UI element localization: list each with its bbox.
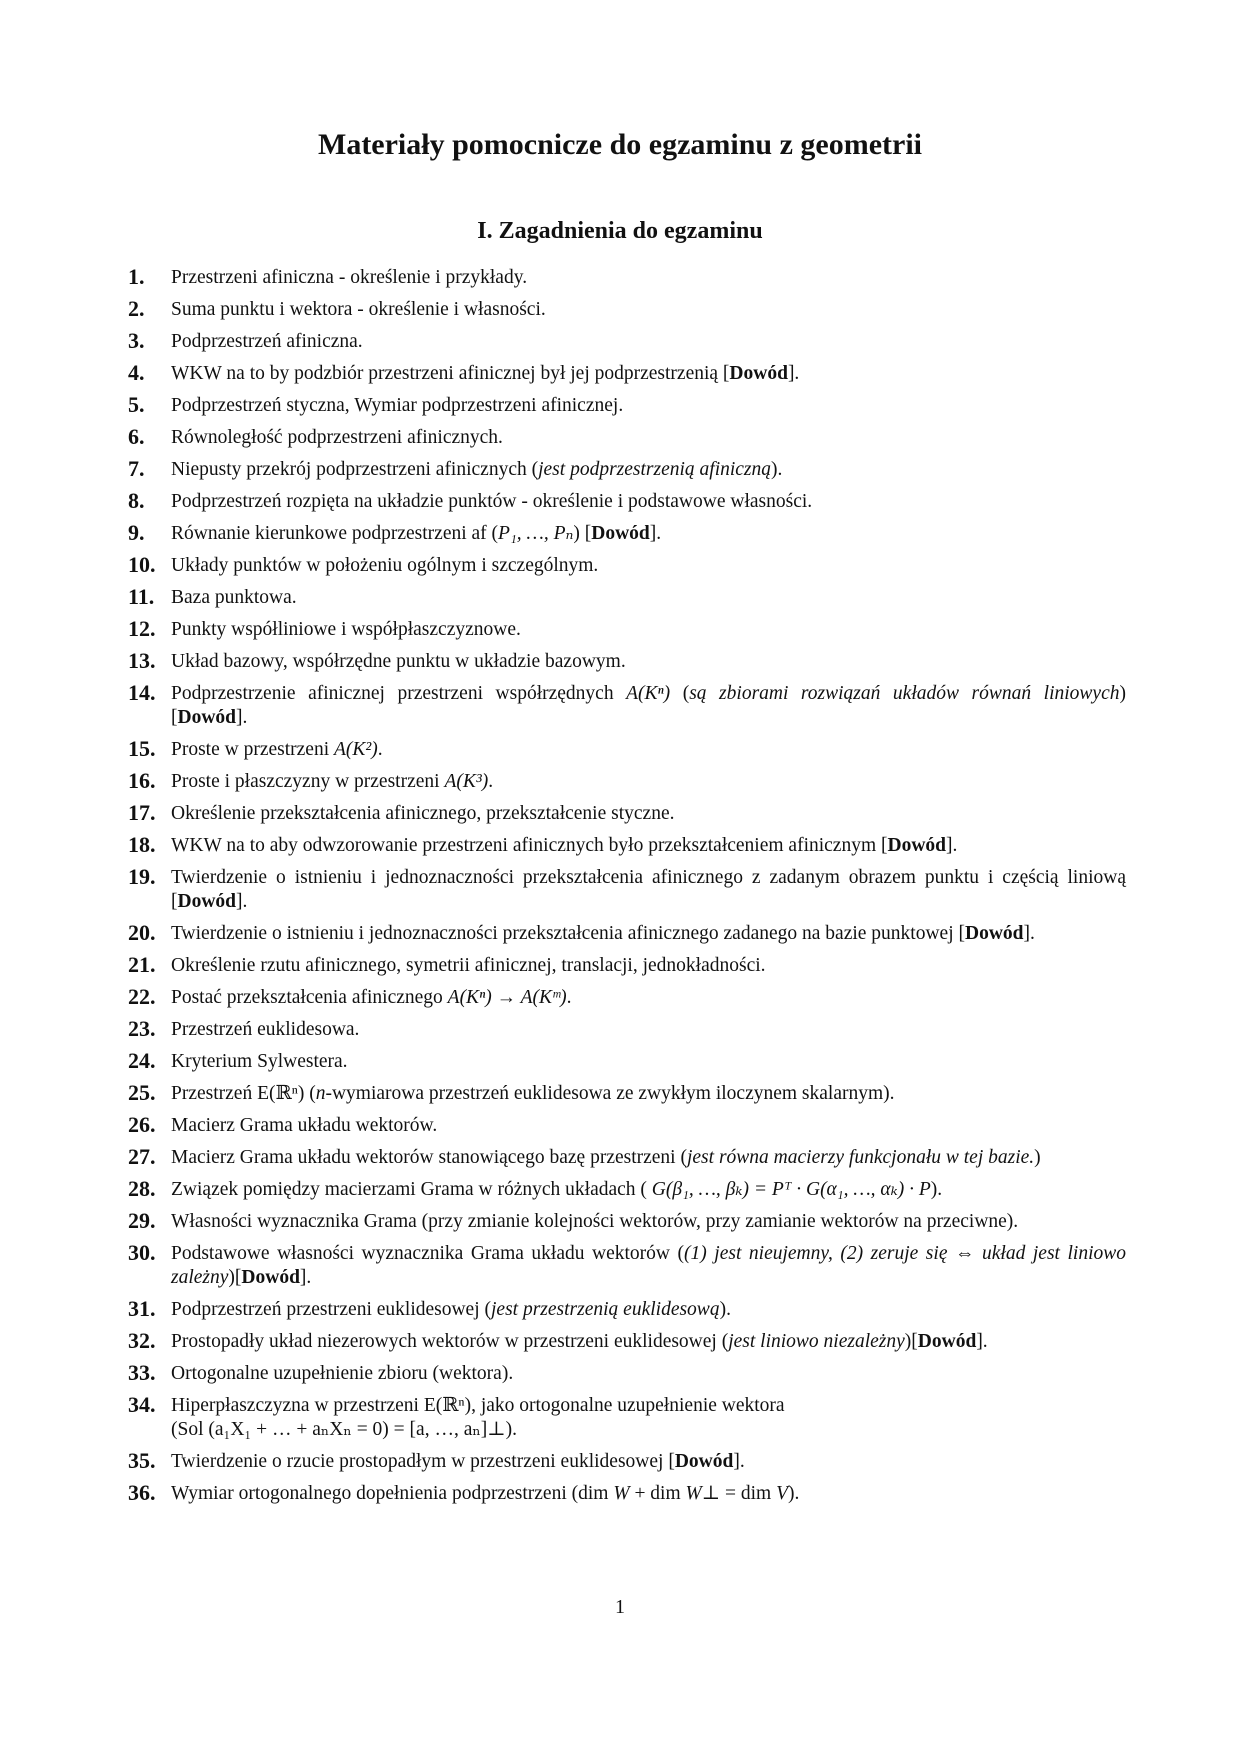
item-number: 10. (128, 552, 156, 577)
item-number: 11. (128, 584, 155, 609)
list-item (128, 922, 1126, 946)
item-number: 33. (128, 1360, 156, 1385)
item-text: Podprzestrzeń afiniczna. (171, 331, 363, 352)
item-text: Twierdzenie o rzucie prostopadłym w przestrzeni euklidesowej [ (171, 1451, 675, 1472)
item-number: 16. (128, 768, 156, 793)
item-text: ]. (236, 891, 248, 912)
list-item (128, 426, 1126, 450)
proof-marker: Dowód (965, 923, 1024, 944)
item-text: (Sol (a₁X₁ + … + aₙXₙ = 0) = [a, …, aₙ]⊥). (171, 1419, 517, 1440)
list-item (128, 1082, 1126, 1106)
document-title: Materiały pomocnicze do egzaminu z geometrii (318, 128, 922, 161)
list-item (128, 738, 1126, 762)
item-text: Macierz Grama układu wektorów. (171, 1115, 438, 1136)
item-text: ]. (1023, 923, 1035, 944)
list-item (128, 266, 1126, 290)
item-number: 34. (128, 1392, 156, 1417)
list-item (128, 802, 1126, 826)
list-item (128, 682, 1126, 730)
item-text: Określenie przekształcenia afinicznego, przekształcenie styczne. (171, 803, 675, 824)
item-text: ). (719, 1299, 731, 1320)
item-text: ). (771, 459, 783, 480)
item-text: Punkty współliniowe i współpłaszczyznowe. (171, 619, 521, 640)
math-expression: A(Kⁿ) (626, 683, 671, 704)
item-text: Baza punktowa. (171, 587, 297, 608)
item-number: 14. (128, 680, 156, 705)
list-item (128, 458, 1126, 482)
item-number: 27. (128, 1144, 156, 1169)
list-item (128, 394, 1126, 418)
item-number: 4. (128, 360, 145, 385)
item-text: )[ (228, 1267, 242, 1288)
list-item (128, 954, 1126, 978)
math-expression: A(Kⁿ) → A(Kᵐ) (447, 987, 567, 1008)
list-item (128, 1394, 1126, 1442)
math-expression: W⊥ (685, 1483, 721, 1504)
item-number: 31. (128, 1296, 156, 1321)
item-number: 5. (128, 392, 145, 417)
item-number: 17. (128, 800, 156, 825)
list-item (128, 1210, 1126, 1234)
item-number: 23. (128, 1016, 156, 1041)
item-number: 32. (128, 1328, 156, 1353)
proof-marker: Dowód (729, 363, 788, 384)
item-text: Wymiar ortogonalnego dopełnienia podprzestrzeni (dim (171, 1483, 614, 1504)
item-number: 26. (128, 1112, 156, 1137)
item-text: Niepusty przekrój podprzestrzeni afinicznych ( (171, 459, 539, 480)
item-text: Podstawowe własności wyznacznika Grama układu wektorów ( (171, 1243, 685, 1264)
section-heading: I. Zagadnienia do egzaminu (477, 218, 763, 244)
item-text: Prostopadły układ niezerowych wektorów w przestrzeni euklidesowej ( (171, 1331, 729, 1352)
item-number: 15. (128, 736, 156, 761)
item-number: 28. (128, 1176, 156, 1201)
proof-marker: Dowód (917, 1331, 977, 1352)
item-text: Układ bazowy, współrzędne punktu w układzie bazowym. (171, 651, 626, 672)
list-item (128, 1330, 1126, 1354)
list-item (128, 986, 1126, 1010)
list-item (128, 298, 1126, 322)
item-text: jest przestrzenią euklidesową (491, 1299, 720, 1320)
item-text: ]. (946, 835, 958, 856)
item-text: Podprzestrzeń przestrzeni euklidesowej ( (171, 1299, 491, 1320)
list-item (128, 1146, 1126, 1170)
list-item (128, 330, 1126, 354)
item-number: 24. (128, 1048, 156, 1073)
item-number: 29. (128, 1208, 156, 1233)
math-expression: G(β₁, …, βₖ) = Pᵀ · G(α₁, …, αₖ) · P (651, 1179, 931, 1200)
item-text: -wymiarowa przestrzeń euklidesowa ze zwykłym iloczynem skalarnym). (325, 1083, 895, 1104)
item-number: 20. (128, 920, 156, 945)
math-expression: W (613, 1483, 630, 1504)
list-item (128, 770, 1126, 794)
proof-marker: Dowód (591, 523, 650, 544)
list-item (128, 522, 1126, 546)
list-item (128, 650, 1126, 674)
item-number: 21. (128, 952, 156, 977)
item-text: ) [ (573, 523, 592, 544)
math-expression: V (776, 1483, 789, 1504)
item-text: WKW na to aby odwzorowanie przestrzeni afinicznych było przekształceniem afinicznym [ (171, 835, 888, 856)
item-text: Określenie rzutu afinicznego, symetrii afinicznej, translacji, jednokładności. (171, 955, 766, 976)
list-item (128, 554, 1126, 578)
item-text: (1) jest nieujemny, (2) zeruje się ⇔ układ jest liniowo zależny (171, 1243, 1126, 1288)
item-text: Proste w przestrzeni (171, 739, 334, 760)
item-text: ]. (787, 363, 800, 384)
list-item (128, 1450, 1126, 1474)
math-expression: n (315, 1083, 326, 1104)
item-text: ) [ (171, 683, 1126, 728)
item-text: Twierdzenie o istnieniu i jednoznaczności przekształcenia afinicznego z zadanym obrazem punktu i częścią liniową [ (171, 867, 1126, 912)
item-text: Podprzestrzeń styczna, Wymiar podprzestrzeni afinicznej. (171, 395, 624, 416)
item-text: Twierdzenie o istnieniu i jednoznaczności przekształcenia afinicznego zadanego na bazie punktowej [ (171, 923, 965, 944)
item-number: 6. (128, 424, 145, 449)
exam-topics-list (128, 266, 1126, 1514)
item-number: 12. (128, 616, 156, 641)
item-text: Suma punktu i wektora - określenie i własności. (171, 299, 546, 320)
item-text: . (488, 771, 494, 792)
list-item (128, 1178, 1126, 1202)
item-text: ). (930, 1179, 943, 1200)
item-text: Proste i płaszczyzny w przestrzeni (171, 771, 445, 792)
item-text: jest liniowo niezależny (728, 1331, 905, 1352)
item-text: = dim (720, 1483, 777, 1504)
item-text: ( (670, 683, 690, 704)
item-number: 35. (128, 1448, 156, 1473)
item-text: Kryterium Sylwestera. (171, 1051, 348, 1072)
item-number: 3. (128, 328, 145, 353)
item-number: 1. (128, 264, 145, 289)
list-item (128, 618, 1126, 642)
item-text: WKW na to by podzbiór przestrzeni afinicznej był jej podprzestrzenią [ (171, 363, 730, 384)
item-text: Ortogonalne uzupełnienie zbioru (wektora). (171, 1363, 514, 1384)
item-number: 19. (128, 864, 156, 889)
proof-marker: Dowód (887, 835, 947, 856)
item-text: Przestrzeń euklidesowa. (171, 1019, 360, 1040)
item-text: + dim (629, 1483, 686, 1504)
item-text: ). (788, 1483, 800, 1504)
item-text: Postać przekształcenia afinicznego (171, 987, 448, 1008)
proof-marker: Dowód (177, 891, 237, 912)
item-number: 9. (128, 520, 145, 545)
item-text: Związek pomiędzy macierzami Grama w różnych układach ( (171, 1179, 652, 1200)
item-text: ]. (299, 1267, 312, 1288)
item-text: . (377, 739, 383, 760)
item-text: jest podprzestrzenią afiniczną (538, 459, 772, 480)
item-number: 13. (128, 648, 156, 673)
item-text: Podprzestrzeń rozpięta na układzie punktów - określenie i podstawowe własności. (171, 491, 813, 512)
item-text: )[ (904, 1331, 918, 1352)
list-item (128, 866, 1126, 914)
item-number: 25. (128, 1080, 156, 1105)
item-text: Podprzestrzenie afinicznej przestrzeni współrzędnych (171, 683, 627, 704)
math-expression: A(K³) (444, 771, 489, 792)
item-text: ]. (733, 1451, 745, 1472)
list-item (128, 1050, 1126, 1074)
proof-marker: Dowód (674, 1451, 734, 1472)
item-text: Własności wyznacznika Grama (przy zmianie kolejności wektorów, przy zamianie wektorów na przeciwne). (171, 1211, 1019, 1232)
item-number: 36. (128, 1480, 156, 1505)
list-item (128, 362, 1126, 386)
item-text: . (566, 987, 572, 1008)
math-expression: P₁, …, Pₙ (498, 523, 574, 544)
item-number: 2. (128, 296, 145, 321)
proof-marker: Dowód (241, 1267, 300, 1288)
list-item (128, 1018, 1126, 1042)
item-text: jest równa macierzy funkcjonału w tej bazie. (686, 1147, 1035, 1168)
item-number: 30. (128, 1240, 156, 1265)
item-text: Układy punktów w położeniu ogólnym i szczególnym. (171, 555, 599, 576)
item-text: ]. (236, 707, 248, 728)
item-number: 8. (128, 488, 145, 513)
item-text: Przestrzeń E(ℝⁿ) ( (171, 1083, 316, 1104)
item-number: 18. (128, 832, 156, 857)
item-text: Równanie kierunkowe podprzestrzeni af ( (171, 523, 499, 544)
item-text: ]. (649, 523, 662, 544)
item-text: Macierz Grama układu wektorów stanowiącego bazę przestrzeni ( (171, 1147, 687, 1168)
item-text: ) (1034, 1147, 1041, 1168)
list-item (128, 1114, 1126, 1138)
list-item (128, 490, 1126, 514)
page-number: 1 (615, 1596, 625, 1618)
item-text: Równoległość podprzestrzeni afinicznych. (171, 427, 503, 448)
item-text: ]. (976, 1331, 988, 1352)
item-number: 7. (128, 456, 145, 481)
item-number: 22. (128, 984, 156, 1009)
list-item (128, 1362, 1126, 1386)
list-item (128, 1242, 1126, 1290)
list-item (128, 1298, 1126, 1322)
proof-marker: Dowód (177, 707, 237, 728)
item-text: Hiperpłaszczyzna w przestrzeni E(ℝⁿ), jako ortogonalne uzupełnienie wektora (171, 1395, 785, 1416)
item-text: Przestrzeni afiniczna - określenie i przykłady. (171, 267, 528, 288)
list-item (128, 834, 1126, 858)
math-expression: A(K²) (334, 739, 378, 760)
list-item (128, 1482, 1126, 1506)
list-item (128, 586, 1126, 610)
item-text: są zbiorami rozwiązań układów równań liniowych (689, 683, 1120, 704)
